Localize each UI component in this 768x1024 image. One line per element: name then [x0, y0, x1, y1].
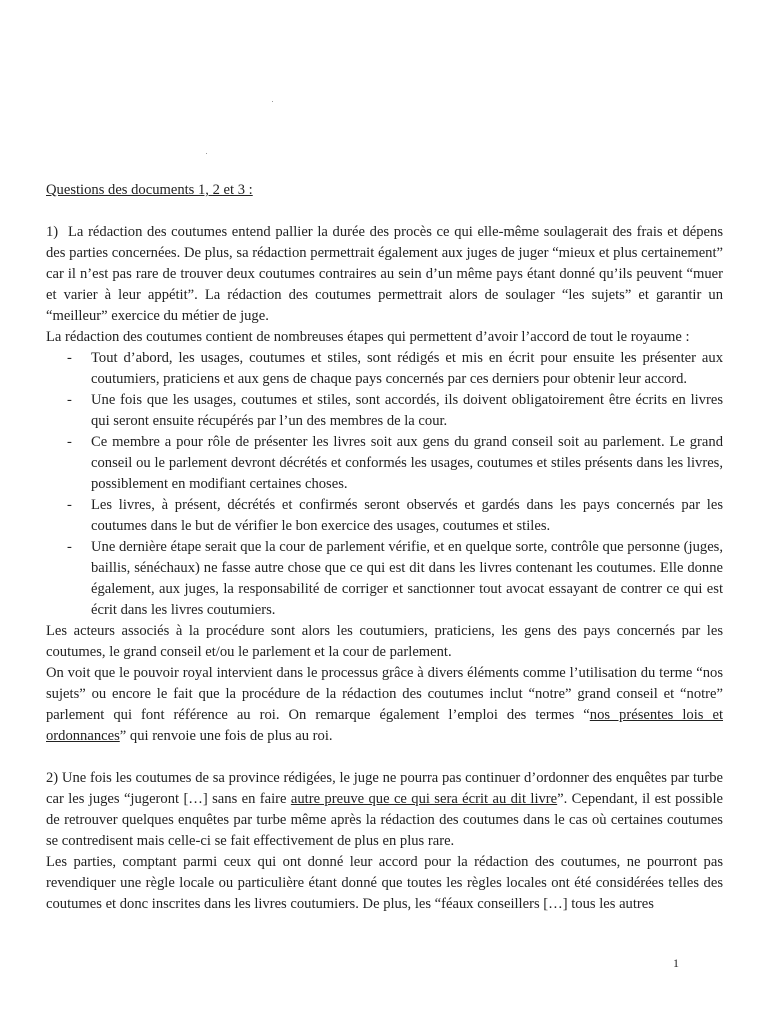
list-item — [46, 390, 723, 432]
bullet-dash: - — [67, 434, 72, 450]
document-body — [46, 180, 723, 915]
list-item-text: Tout d’abord, les usages, coutumes et stiles, sont rédigés et mis en écrit pour ensuite les présenter aux coutumiers, praticiens et aux gens de chaque pays concernés par ces derniers pour obtenir leur accord. — [91, 350, 723, 387]
q2-paragraph-1-text: 2) Une fois les coutumes de sa province rédigées, le juge ne pourra pas continuer d’ordonner des enquêtes par turbe car les juges “jugeront […] sans en faire — [46, 770, 723, 807]
list-item-text: Une fois que les usages, coutumes et stiles, sont accordés, ils doivent obligatoirement être écrits en livres qui seront ensuite récupérés par l’un des membres de la cour. — [91, 392, 723, 429]
q1-number: 1) — [46, 224, 59, 240]
q2-paragraph-1 — [46, 768, 723, 852]
q1-paragraph-1-text: La rédaction des coutumes entend pallier la durée des procès ce qui elle-même soulagerait des frais et dépens des parties concernées. De plus, sa rédaction permettrait également aux juges de juger “mieux et plus certainement” car il n’est pas rare de trouver deux coutumes contraires au sein d’un même pays étant donné qu’ils peuvent “muer et varier à leur appétit”. La rédaction des coutumes permettrait alors de soulager “les sujets” et garantir un “meilleur” exercice du métier de juge. — [46, 224, 723, 324]
q1-paragraph-4-end: ” qui renvoie une fois de plus au roi. — [119, 728, 333, 744]
list-item — [46, 348, 723, 390]
q2-paragraph-1-end: ”. Cependant, il est possible de retrouver quelques enquêtes par turbe même après la rédaction des coutumes dans le cas où certaines coutumes se contredisent mais celle-ci se fait effectivement de plus en plus rare. — [46, 791, 723, 849]
list-item-text: Les livres, à présent, décrétés et confirmés seront observés et gardés dans les pays concernés par les coutumes dans le but de vérifier le bon exercice des usages, coutumes et stiles. — [91, 497, 723, 534]
bullet-dash: - — [67, 350, 72, 366]
q1-paragraph-4 — [46, 663, 723, 747]
steps-list — [46, 348, 723, 621]
q1-paragraph-2: La rédaction des coutumes contient de nombreuses étapes qui permettent d’avoir l’accord de tout le royaume : — [46, 329, 690, 345]
scan-speck — [206, 153, 207, 154]
list-item-text: Une dernière étape serait que la cour de parlement vérifie, et en quelque sorte, contrôle que personne (juges, baillis, sénéchaux) ne fasse autre chose que ce qui est dit dans les livres contenant les coutumes. Elle donne également, aux juges, la responsabilité de corriger et sanctionner tout avocat essayant de contrer ce qui est écrit dans les livres coutumiers. — [91, 539, 723, 618]
list-item — [46, 495, 723, 537]
scan-speck — [272, 101, 273, 102]
bullet-dash: - — [67, 392, 72, 408]
q1-paragraph-4-text: On voit que le pouvoir royal intervient dans le processus grâce à divers éléments comme l’utilisation du terme “nos sujets” ou encore le fait que la procédure de la rédaction des coutumes inclut “notre” grand conseil et “notre” parlement qui font référence au roi. On remarque également l’emploi des termes “ — [46, 665, 723, 723]
bullet-dash: - — [67, 539, 72, 555]
page-number: 1 — [673, 956, 679, 970]
q1-paragraph-3: Les acteurs associés à la procédure sont alors les coutumiers, praticiens, les gens des pays concernés par les coutumes, le grand conseil et/ou le parlement et la cour de parlement. — [46, 623, 723, 660]
underlined-quote: nos présentes lois et ordonnances — [46, 707, 724, 744]
list-item — [46, 537, 723, 621]
section-heading: Questions des documents 1, 2 et 3 : — [46, 182, 253, 198]
q2-paragraph-2: Les parties, comptant parmi ceux qui ont donné leur accord pour la rédaction des coutumes, ne pourront pas revendiquer une règle locale ou particulière étant donné que toutes les règles locales ont été considérées telles des coutumes et donc inscrites dans les livres coutumiers. De plus, les “féaux conseillers […] tous les autres — [46, 854, 723, 912]
bullet-dash: - — [67, 497, 72, 513]
list-item-text: Ce membre a pour rôle de présenter les livres soit aux gens du grand conseil soit au parlement. Le grand conseil ou le parlement devront décrétés et conformés les usages, coutumes et stiles présents dans les livres, possiblement en modifiant certaines choses. — [91, 434, 723, 492]
q1-paragraph-1 — [46, 222, 723, 327]
list-item — [46, 432, 723, 495]
underlined-quote: autre preuve que ce qui sera écrit au dit livre — [290, 791, 558, 807]
